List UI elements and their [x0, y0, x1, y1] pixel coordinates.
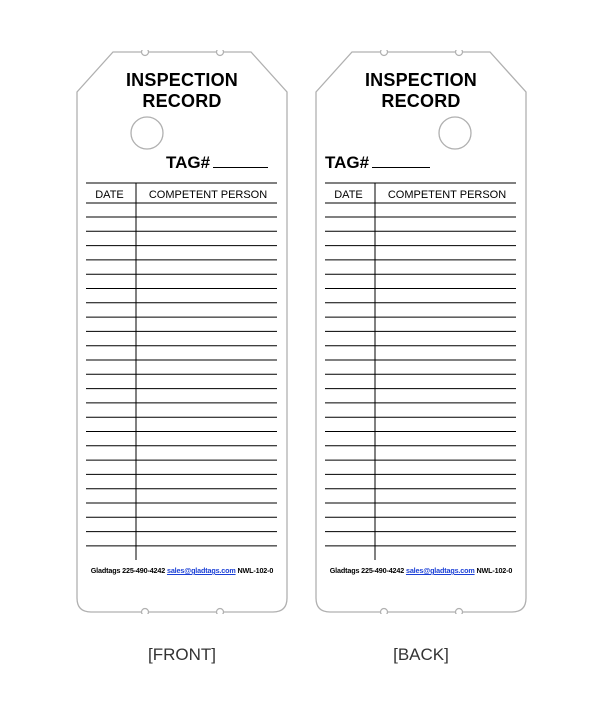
- tag-number-blank: [213, 153, 268, 168]
- tag-front: [75, 50, 289, 614]
- footer-company: Gladtags 225-490-4242: [90, 566, 166, 575]
- title-line-1: INSPECTION: [364, 70, 477, 90]
- title-line-1: INSPECTION: [125, 70, 238, 90]
- tag-number-label: TAG#: [166, 153, 211, 172]
- footer-code: NWL-102-0: [237, 566, 274, 575]
- column-header-competent-person: COMPETENT PERSON: [387, 189, 507, 201]
- tag-footer: [75, 566, 289, 575]
- hang-hole: [439, 117, 471, 149]
- hang-hole: [131, 117, 163, 149]
- caption-back: [BACK]: [393, 645, 449, 664]
- footer-email-link[interactable]: sales@gladtags.com: [166, 566, 236, 575]
- column-header-competent-person: COMPETENT PERSON: [148, 189, 268, 201]
- footer-code: NWL-102-0: [476, 566, 513, 575]
- footer-company: Gladtags 225-490-4242: [329, 566, 405, 575]
- tag-outline: [314, 50, 528, 614]
- tag-footer: [314, 566, 528, 575]
- tag-number-blank: [372, 153, 430, 168]
- caption-front: [FRONT]: [148, 645, 216, 664]
- title-line-2: RECORD: [381, 91, 461, 111]
- tag-number-field: [166, 153, 268, 173]
- tag-back: [314, 50, 528, 614]
- column-header-date: DATE: [95, 189, 124, 201]
- column-header-date: DATE: [334, 189, 363, 201]
- footer-email-link[interactable]: sales@gladtags.com: [405, 566, 475, 575]
- tag-number-field: [325, 153, 430, 173]
- title-line-2: RECORD: [142, 91, 222, 111]
- tag-outline: [75, 50, 289, 614]
- tag-number-label: TAG#: [325, 153, 370, 172]
